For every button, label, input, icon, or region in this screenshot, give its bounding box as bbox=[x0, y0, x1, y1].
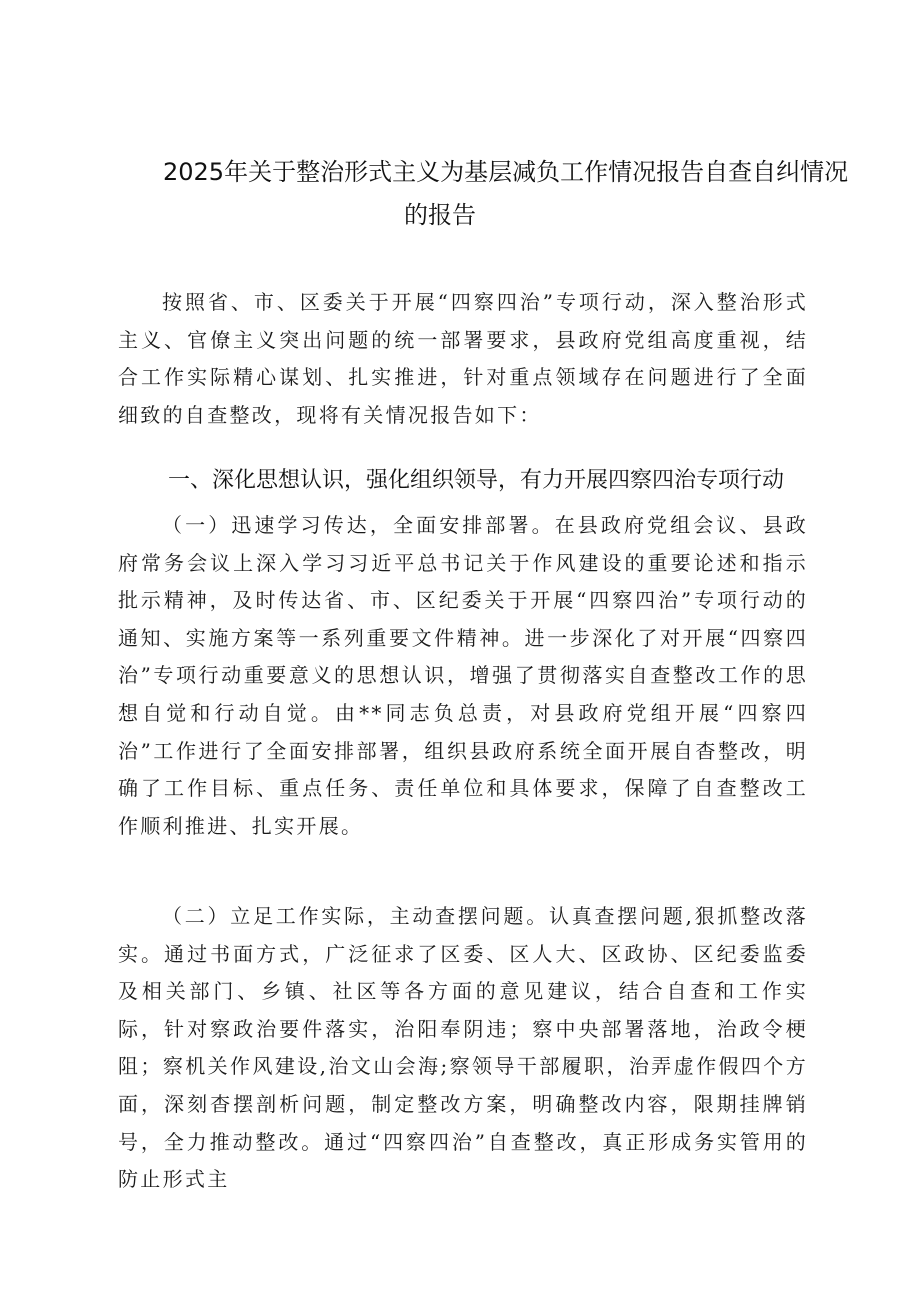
intro-paragraph: 按照省、市、区委关于开展“四察四治”专项行动，深入整治形式主义、官僚主义突出问题的统一部署要求，县政府党组高度重视，结合工作实际精心谋划、扎实推进，针对重点领域存在问题进行了全面细致的自查整改，现将有关情况报告如下： bbox=[118, 290, 808, 427]
document-title-line-2: 的报告 bbox=[404, 201, 476, 229]
document-title-line-1: 2025年关于整治形式主义为基层减负工作情况报告自查自纠情况 bbox=[163, 158, 849, 186]
section-heading-1: 一、深化思想认识，强化组织领导，有力开展四察四治专项行动 bbox=[168, 468, 785, 493]
item-paragraph-2: （二）立足工作实际，主动查摆问题。认真查摆问题,狠抓整改落实。通过书面方式，广泛征求了区委、区人大、区政协、区纪委监委及相关部门、乡镇、社区等各方面的意见建议，结合自查和工作实际，针对察政治要件落实，治阳奉阴违；察中央部署落地，治政令梗阻；察机关作风建设,治文山会海;察领导干部履职，治弄虚作假四个方面，深刻杳摆剖析问题，制定整改方案，明确整改内容，限期挂牌销号，全力推动整改。通过“四察四治”自查整改，真正形成务实管用的防止形式主 bbox=[118, 904, 808, 1192]
item-paragraph-1: （一）迅速学习传达，全面安排部署。在县政府党组会议、县政府常务会议上深入学习习近平总书记关于作风建设的重要论述和指示批示精神，及时传达省、市、区纪委关于开展“四察四治”专项行动的通知、实施方案等一系列重要文件精神。进一步深化了对开展“四察四治”专项行动重要意义的思想认识，增强了贯彻落实自查整改工作的思想自觉和行动自觉。由**同志负总责，对县政府党组开展“四察四治”工作进行了全面安排部署，组织县政府系统全面开展自杳整改，明确了工作目标、重点任务、责任单位和具体要求，保障了自查整改工作顺利推进、扎实开展。 bbox=[118, 513, 808, 838]
